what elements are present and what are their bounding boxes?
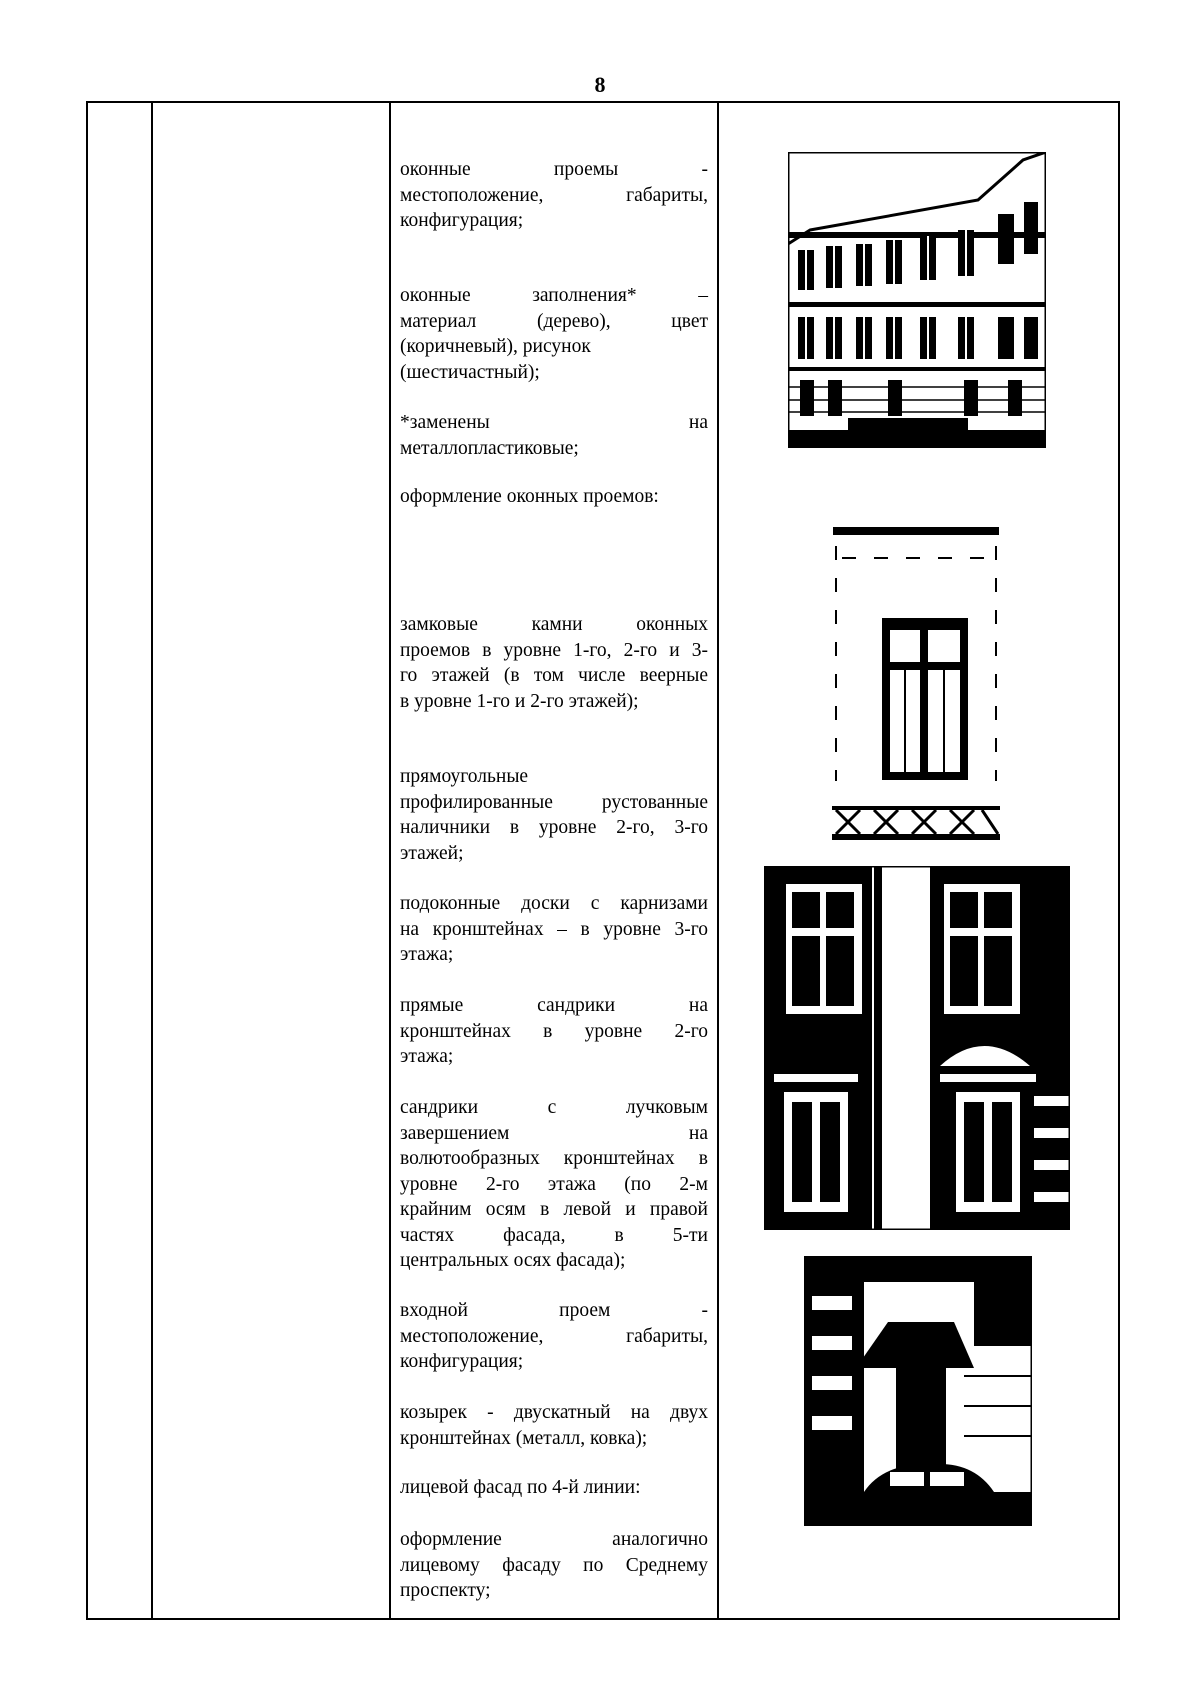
text-line: этажа; [400, 1046, 454, 1067]
entrance-photo [804, 1256, 1032, 1526]
text-line: сандрики с лучковым [400, 1097, 708, 1118]
text-line: в уровне 1-го и 2-го этажей); [400, 690, 639, 712]
text-line: на кронштейнах – в уровне 3-го [400, 918, 708, 940]
paragraph-window-fillings [400, 283, 708, 385]
text-line: металлопластиковые; [400, 437, 579, 459]
paragraph-window-decoration [400, 484, 708, 510]
text-line: частях фасада, в 5-ти [400, 1224, 708, 1246]
text-line: замковые камни оконных [400, 614, 708, 635]
text-line: оконные заполнения* – [400, 285, 708, 306]
text-line: *заменены на [400, 412, 708, 433]
paragraph-arched-sandriks [400, 1095, 708, 1274]
text-line: прямоугольные [400, 766, 529, 787]
paragraph-canopy [400, 1400, 708, 1451]
text-line: кронштейнах (металл, ковка); [400, 1427, 648, 1449]
paragraph-architraves [400, 764, 708, 866]
paragraph-window-openings [400, 157, 708, 234]
text-line: козырек - двускатный на двух [400, 1402, 708, 1423]
paragraph-facade-decoration [400, 1527, 708, 1604]
text-line: конфигурация; [400, 210, 524, 231]
text-line: входной проем - [400, 1300, 708, 1321]
text-line: крайним осям в левой и правой [400, 1199, 708, 1220]
column-divider-3 [717, 101, 719, 1620]
paragraph-window-sills [400, 891, 708, 968]
paragraph-straight-sandriks [400, 993, 708, 1070]
paragraph-entrance-opening [400, 1298, 708, 1375]
column-divider-1 [151, 101, 153, 1620]
text-line: лицевой фасад по 4-й линии: [400, 1477, 641, 1498]
text-line: волютообразных кронштейнах в [400, 1148, 708, 1169]
text-line: материал (дерево), цвет [400, 310, 708, 332]
window-photo [832, 526, 1000, 842]
table-left-border [86, 101, 88, 1620]
paragraph-replaced-note [400, 410, 708, 461]
paragraph-line-facade [400, 1475, 708, 1501]
text-line: центральных осях фасада); [400, 1250, 626, 1271]
text-line: (коричневый), рисунок [400, 336, 591, 357]
text-line: оформление аналогично [400, 1529, 708, 1550]
text-line: конфигурация; [400, 1351, 524, 1372]
table-top-border [86, 101, 1120, 103]
text-line: оконные проемы - [400, 159, 708, 180]
text-line: этажей; [400, 842, 464, 864]
text-line: профилированные рустованные [400, 791, 708, 813]
page-number: 8 [594, 72, 606, 97]
table-right-border [1118, 101, 1120, 1620]
text-line: кронштейнах в уровне 2-го [400, 1020, 708, 1042]
text-line: оформление оконных проемов: [400, 486, 659, 507]
text-line: го этажей (в том числе веерные [400, 665, 708, 686]
table-bottom-border [86, 1618, 1120, 1620]
facade-photo [788, 152, 1046, 448]
sandrik-photo [764, 866, 1070, 1230]
text-line: наличники в уровне 2-го, 3-го [400, 817, 708, 838]
text-line: (шестичастный); [400, 361, 540, 383]
text-line: подоконные доски с карнизами [400, 893, 708, 914]
text-line: местоположение, габариты, [400, 1325, 708, 1347]
text-line: проспекту; [400, 1580, 491, 1601]
text-line: местоположение, габариты, [400, 184, 708, 206]
paragraph-keystones [400, 612, 708, 714]
text-line: уровне 2-го этажа (по 2-м [400, 1173, 708, 1195]
text-line: лицевому фасаду по Среднему [400, 1554, 708, 1576]
column-divider-2 [389, 101, 391, 1620]
text-line: прямые сандрики на [400, 995, 708, 1016]
text-line: этажа; [400, 944, 454, 965]
text-line: завершением на [400, 1122, 708, 1144]
text-line: проемов в уровне 1-го, 2-го и 3- [400, 639, 708, 661]
